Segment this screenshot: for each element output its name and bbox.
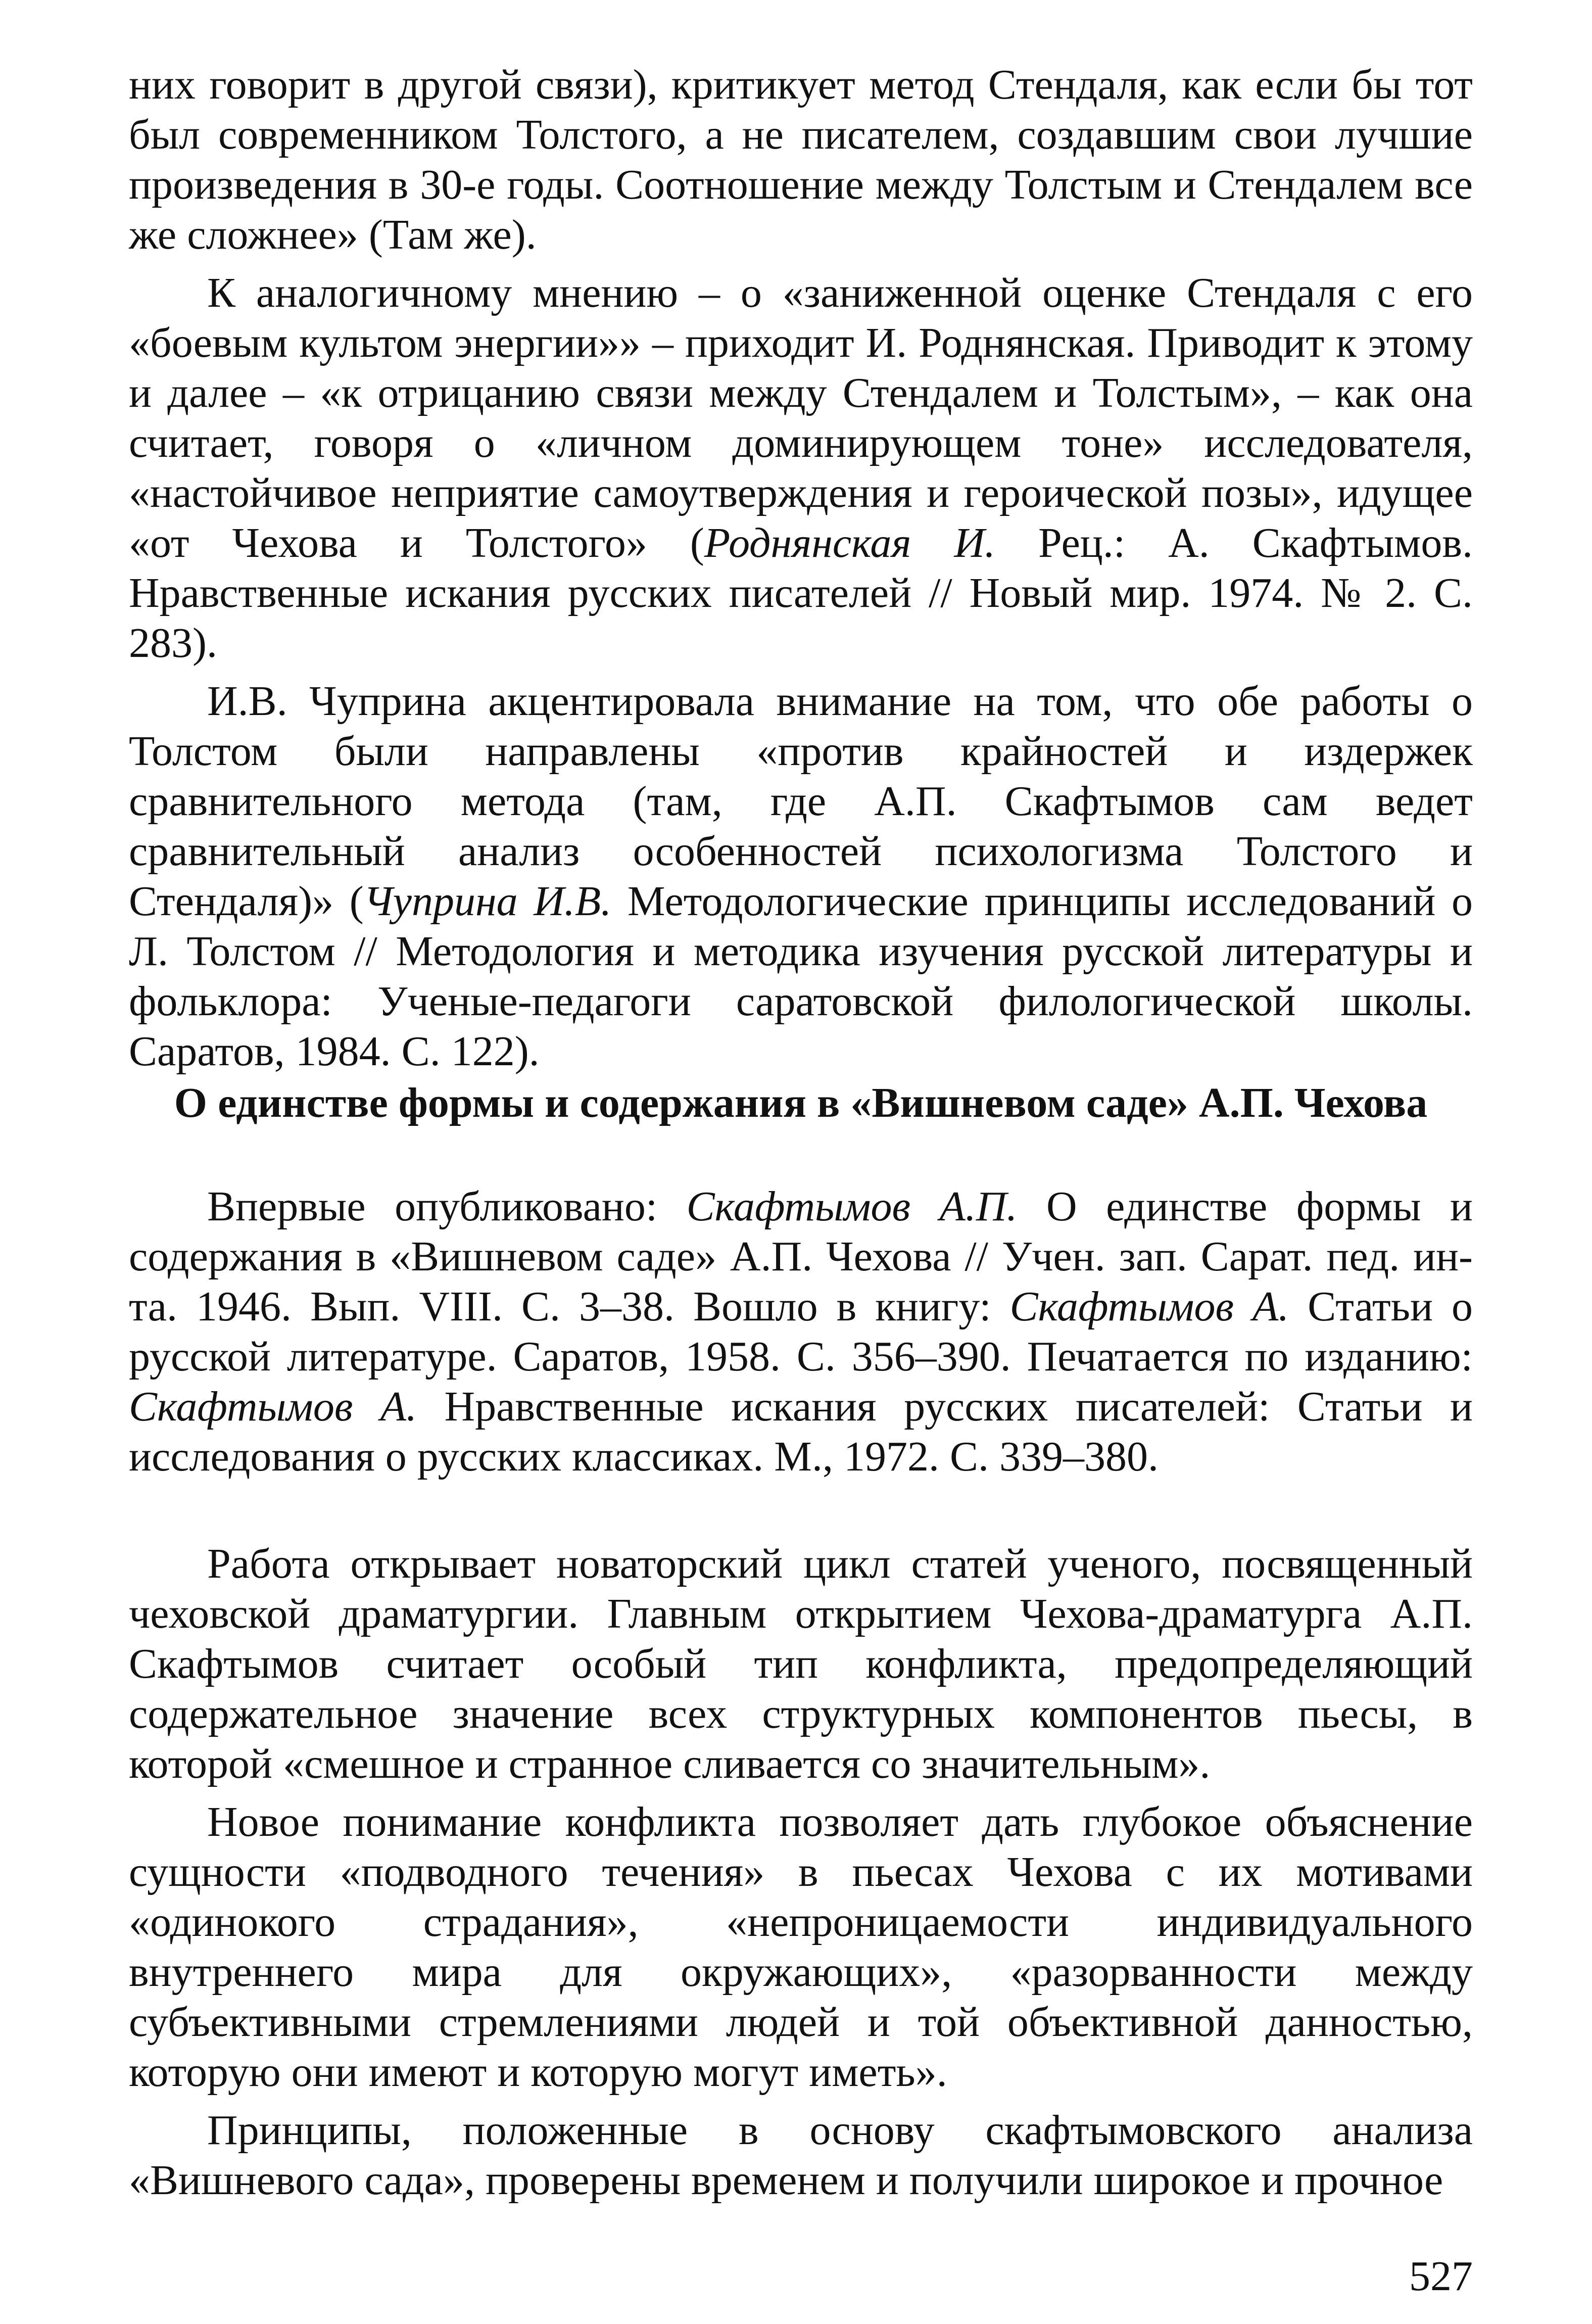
paragraph-text: Методологические принципы исследований о Л. Толстом // Методология и методика изучения русской литературы и фольклора: Ученые-педагоги саратовской филологической школы. Саратов, 1984. С. 122). [129, 878, 1473, 1075]
note-text: О единстве формы и содержания в «Вишневом саде» А.П. Чехова // Учен. зап. Сарат. пед. ин-та. 1946. Вып. VIII. С. 3–38. Вошло в книгу: [129, 1183, 1473, 1330]
paragraph-text: них говорит в другой связи), критикует метод Стендаля, как если бы тот был современником Толстого, а не писателем, создавшим свои лучшие произведения в 30-е годы. Соотношение между Толстым и Стендалем все же сложнее» (Там же). [129, 61, 1473, 258]
page-number: 527 [1409, 2253, 1473, 2300]
paragraph-commentary: Работа открывает новаторский цикл статей ученого, посвященный чеховской драматургии. Главным открытием Чехова-драматурга А.П. Скафтымов считает особый тип конфликта, предопределяющий содержательное значение всех структурных компонентов пьесы, в которой «смешное и странное сливается со значительным». [129, 1540, 1473, 1787]
note-text: Впервые опубликовано: [207, 1183, 687, 1230]
paragraph-commentary: Принципы, положенные в основу скафтымовского анализа «Вишневого сада», проверены временем и получили широкое и прочное [129, 2107, 1473, 2204]
paragraph-text: К аналогичному мнению – о «заниженной оценке Стендаля с его «боевым культом энергии»» – приходит И. Роднянская. Приводит к этому и далее – «к отрицанию связи между Стендалем и Толстым», – как она считает, говоря о «личном доминирующем тоне» исследователя, «настойчивое неприятие самоутверждения и героической позы», идущее «от Чехова и Толстого» ( [129, 269, 1473, 566]
paragraph-commentary: Новое понимание конфликта позволяет дать глубокое объяснение сущности «подводного течения» в пьесах Чехова с их мотивами «одинокого страдания», «непроницаемости индивидуального внутреннего мира для окружающих», «разорванности между субъективными стремлениями людей и той объективной данностью, которую они имеют и которую могут иметь». [129, 1798, 1473, 2096]
body-text-bottom [129, 1539, 1473, 2205]
citation-author: Чуприна И.В. [363, 878, 612, 925]
paragraph-chuprina [129, 676, 1473, 1076]
paragraph-text: И.В. Чуприна акцентировала внимание на том, что обе работы о Толстом были направлены «против крайностей и издержек сравнительного метода (там, где А.П. Скафтымов сам ведет сравнительный анализ особенностей психологизма Толстого и Стендаля)» ( [129, 678, 1473, 925]
body-text-top [129, 60, 1473, 1076]
publication-note-paragraph [129, 1181, 1473, 1482]
publication-note [129, 1181, 1473, 1482]
paragraph-rodnyanskaya [129, 268, 1473, 668]
note-author: Скафтымов А. [1009, 1283, 1289, 1330]
paragraph-text: Рец.: А. Скафтымов. Нравственные искания русских писателей // Новый мир. 1974. № 2. С. 283). [129, 519, 1473, 667]
note-author: Скафтымов А.П. [686, 1183, 1018, 1230]
note-author: Скафтымов А. [129, 1383, 417, 1430]
section-heading: О единстве формы и содержания в «Вишневом саде» А.П. Чехова [174, 1079, 1428, 1126]
citation-author: Роднянская И. [704, 519, 996, 566]
note-text: Статьи о русской литературе. Саратов, 1958. С. 356–390. Печатается по изданию: [129, 1283, 1473, 1380]
note-text: Нравственные искания русских писателей: Статьи и исследования о русских классиках. М., 1972. С. 339–380. [129, 1383, 1473, 1480]
paragraph-continuation [129, 60, 1473, 260]
